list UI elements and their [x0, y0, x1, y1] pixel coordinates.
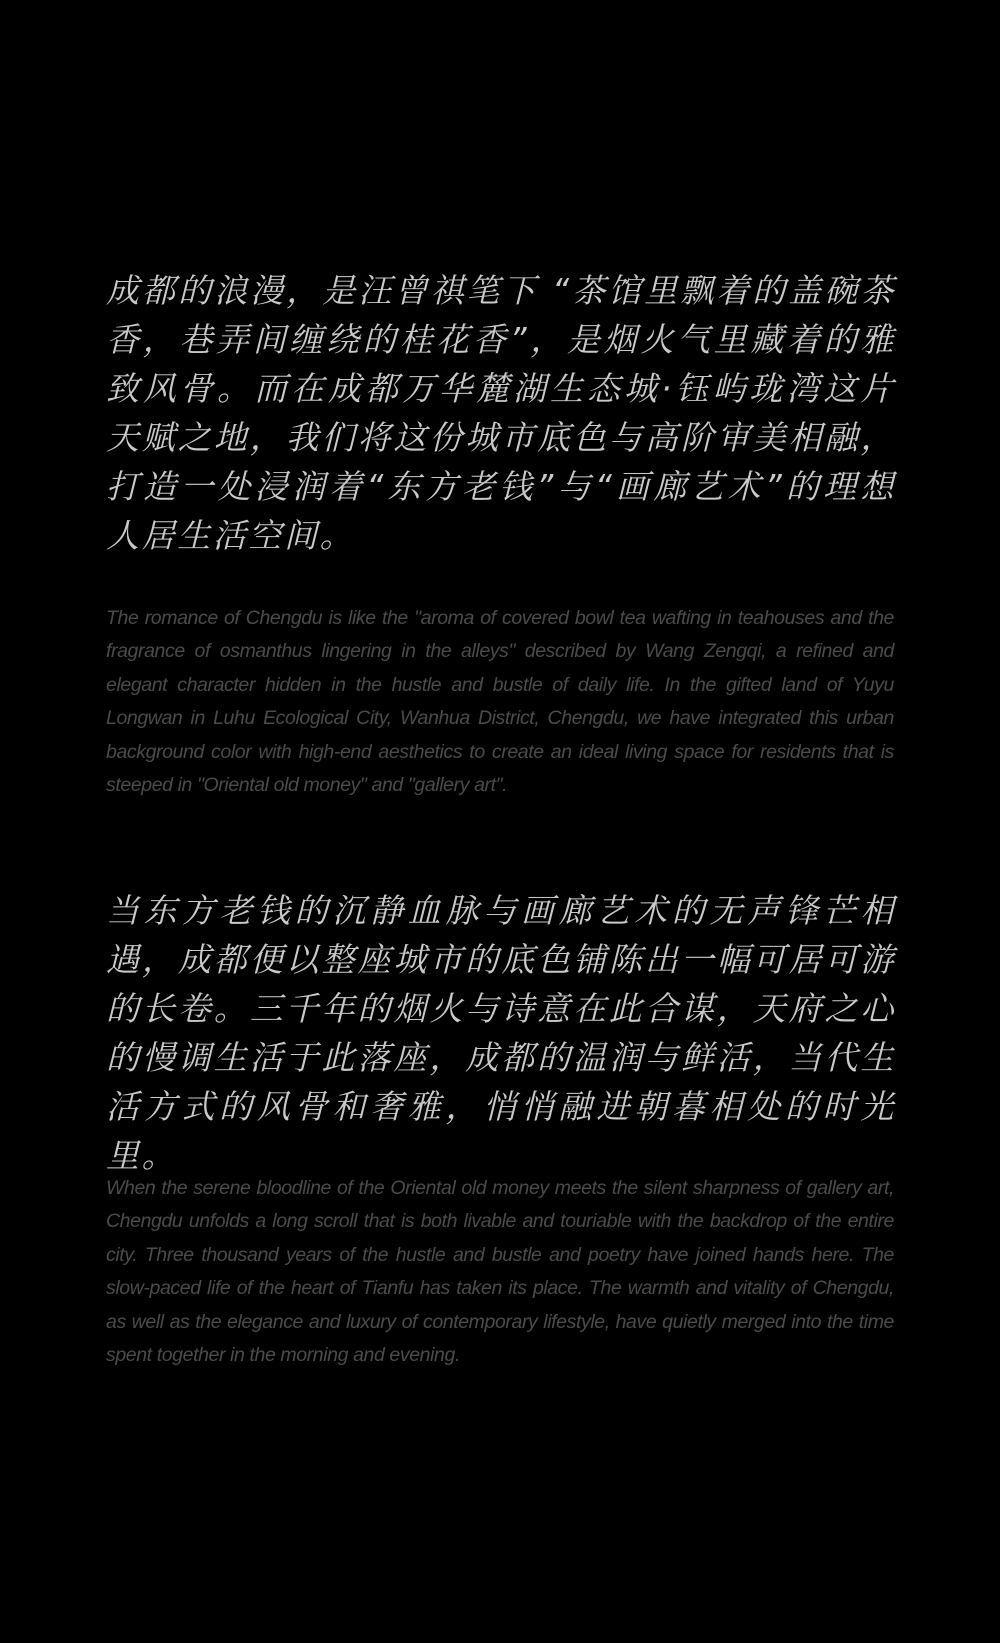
english-paragraph-1: The romance of Chengdu is like the "aroma of covered bowl tea wafting in teahouses and the fragrance of osmanthus lingering in the alleys" described by Wang Zengqi, a refined and elegant character hidden in the hustle and bustle of daily life. In the gifted land of Yuyu Longwan in Luhu Ecological City, Wanhua District, Chengdu, we have integrated this urban background color with high-end aesthetics to create an ideal living space for residents that is steeped in "Oriental old money" and "gallery art". [106, 607, 894, 797]
chinese-paragraph-1: 成都的浪漫，是汪曾祺笔下 “茶馆里飘着的盖碗茶香，巷弄间缠绕的桂花香”，是烟火气里藏着的雅致风骨。而在成都万华麓湖生态城·钰屿珑湾这片天赋之地，我们将这份城市底色与高阶审美相融，打造一处浸润着“东方老钱”与“画廊艺术”的理想人居生活空间。 [106, 271, 896, 555]
chinese-paragraph-2: 当东方老钱的沉静血脉与画廊艺术的无声锋芒相遇，成都便以整座城市的底色铺陈出一幅可居可游的长卷。三千年的烟火与诗意在此合谋，天府之心的慢调生活于此落座，成都的温润与鲜活，当代生活方式的风骨和奢雅，悄悄融进朝暮相处的时光里。 [106, 891, 896, 1175]
english-paragraph-2: When the serene bloodline of the Oriental old money meets the silent sharpness of gallery art, Chengdu unfolds a long scroll that is both livable and touriable with the backdrop of the entire city. Three thousand years of the hustle and bustle and poetry have joined hands here. The slow-paced life of the heart of Tianfu has taken its place. The warmth and vitality of Chengdu, as well as the elegance and luxury of contemporary lifestyle, have quietly merged into the time spent together in the morning and evening. [106, 1177, 894, 1367]
